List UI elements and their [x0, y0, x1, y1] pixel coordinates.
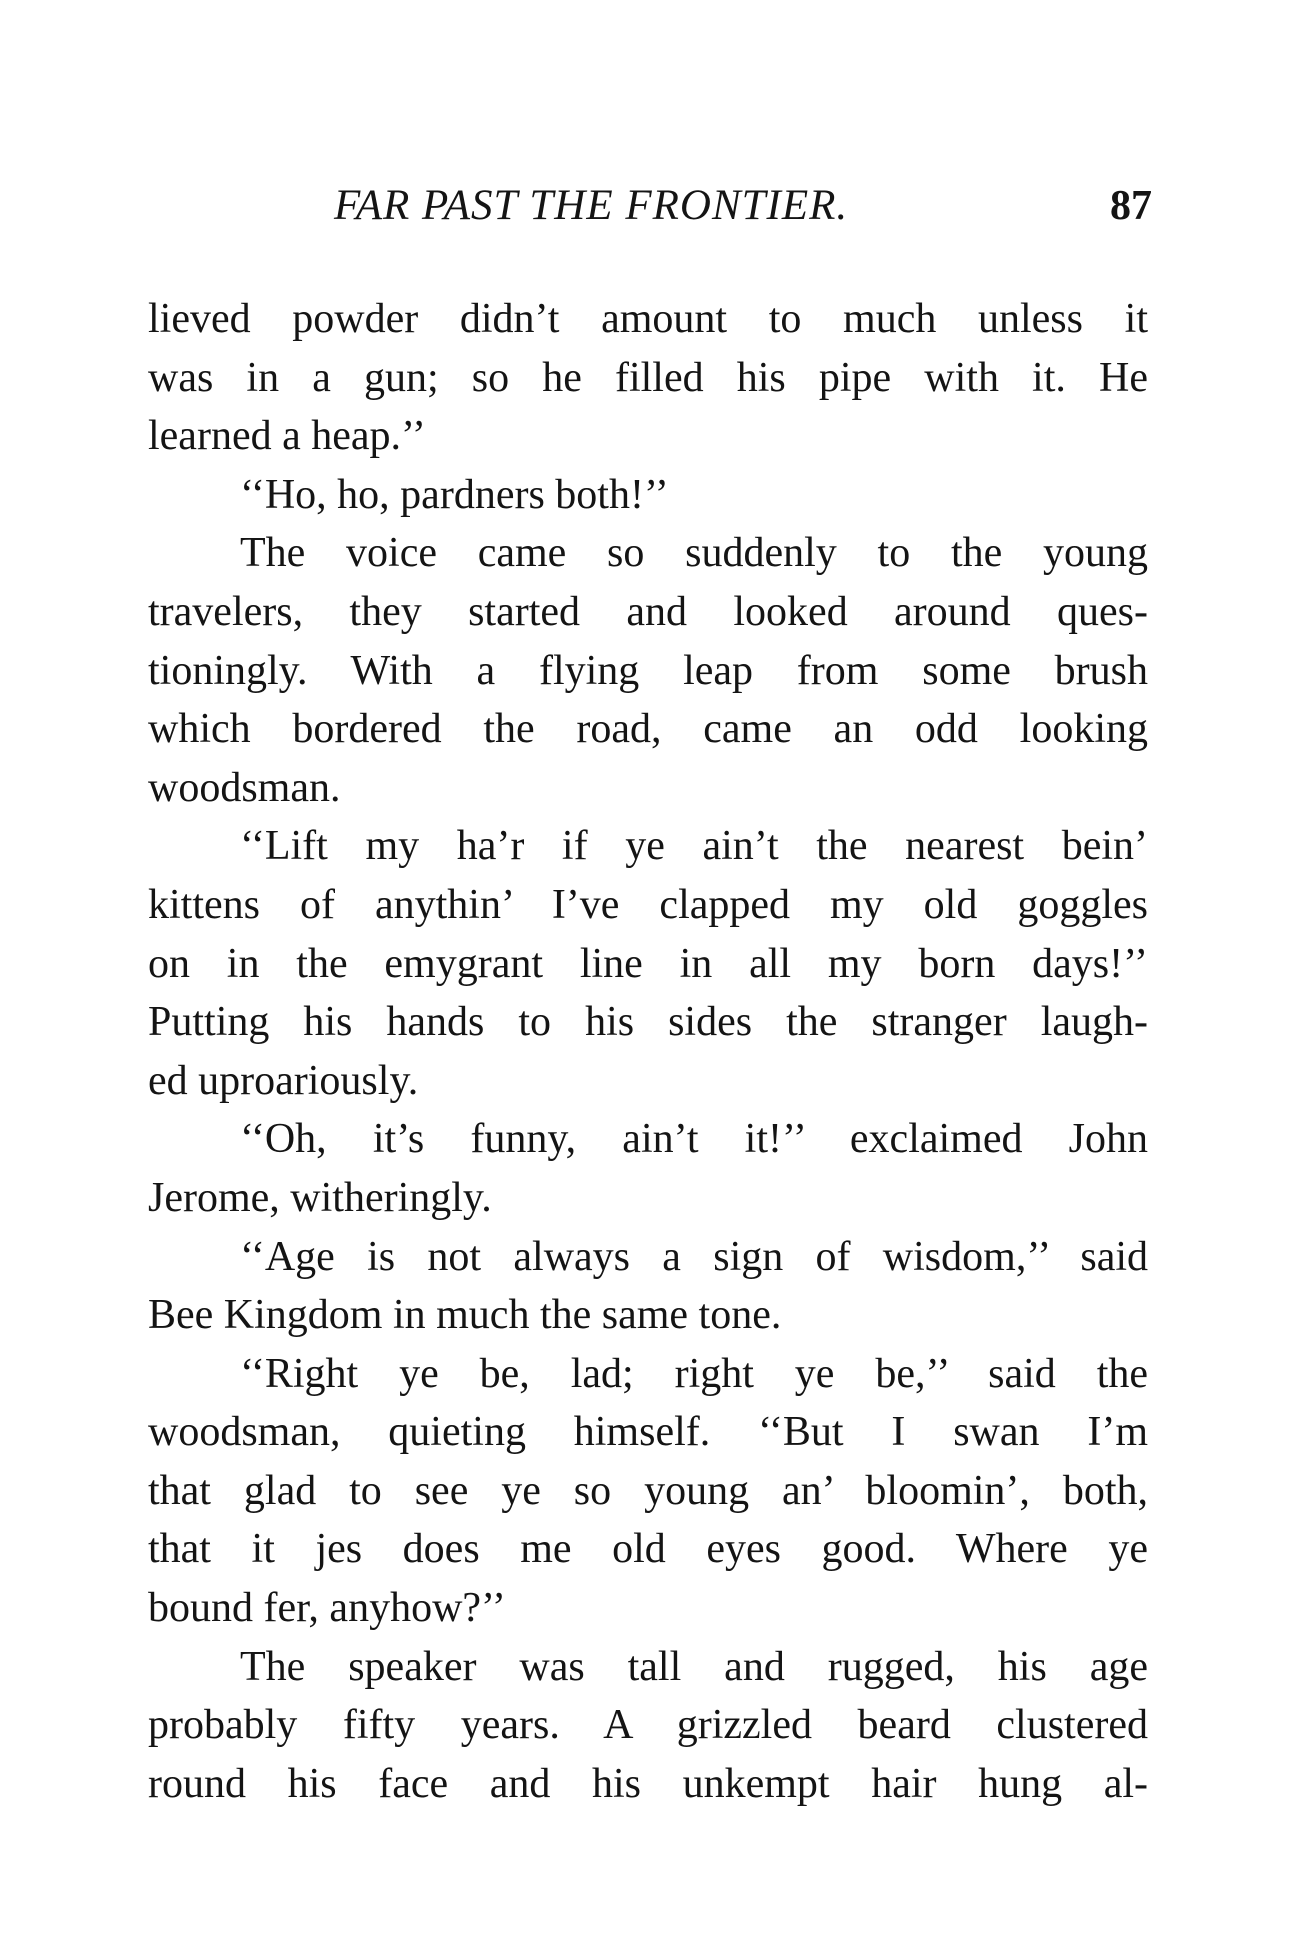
page-number: 87: [1110, 183, 1152, 229]
text-line: travelers, they started and looked around ques-: [148, 588, 1148, 635]
text-line: bound fer, anyhow?’’: [148, 1585, 506, 1632]
text-line: probably fifty years. A grizzled beard clustered: [148, 1702, 1148, 1749]
text-line: The speaker was tall and rugged, his age: [240, 1643, 1148, 1690]
text-line: Bee Kingdom in much the same tone.: [148, 1292, 782, 1339]
text-line: ‘‘Lift my ha’r if ye ain’t the nearest bein’: [240, 823, 1148, 870]
text-line: ‘‘Ho, ho, pardners both!’’: [240, 471, 669, 518]
text-line: that it jes does me old eyes good. Where ye: [148, 1526, 1148, 1573]
text-line: kittens of anythin’ I’ve clapped my old goggles: [148, 881, 1148, 928]
body-text: [148, 290, 1148, 1813]
text-line: ‘‘Right ye be, lad; right ye be,’’ said the: [240, 1350, 1148, 1397]
text-line: ‘‘Oh, it’s funny, ain’t it!’’ exclaimed John: [240, 1116, 1148, 1163]
text-line: Jerome, witheringly.: [148, 1174, 492, 1221]
running-head-title: FAR PAST THE FRONTIER.: [334, 182, 849, 229]
text-line: which bordered the road, came an odd looking: [148, 706, 1148, 753]
running-head: [148, 178, 1152, 234]
text-line: Putting his hands to his sides the stranger laugh-: [148, 999, 1148, 1046]
text-line: was in a gun; so he filled his pipe with it. He: [148, 354, 1148, 401]
text-line: lieved powder didn’t amount to much unless it: [148, 296, 1148, 342]
text-line: round his face and his unkempt hair hung al-: [148, 1760, 1148, 1807]
text-line: woodsman.: [148, 764, 341, 811]
text-line: ed uproariously.: [148, 1057, 419, 1104]
text-line: The voice came so suddenly to the young: [240, 530, 1148, 577]
text-line: learned a heap.’’: [148, 413, 426, 460]
text-line: tioningly. With a flying leap from some brush: [148, 647, 1148, 694]
text-line: that glad to see ye so young an’ bloomin’, both,: [148, 1467, 1148, 1514]
text-line: ‘‘Age is not always a sign of wisdom,’’ said: [240, 1233, 1148, 1280]
text-line: woodsman, quieting himself. ‘‘But I swan I’m: [148, 1409, 1148, 1456]
text-line: on in the emygrant line in all my born days!’’: [148, 940, 1148, 987]
